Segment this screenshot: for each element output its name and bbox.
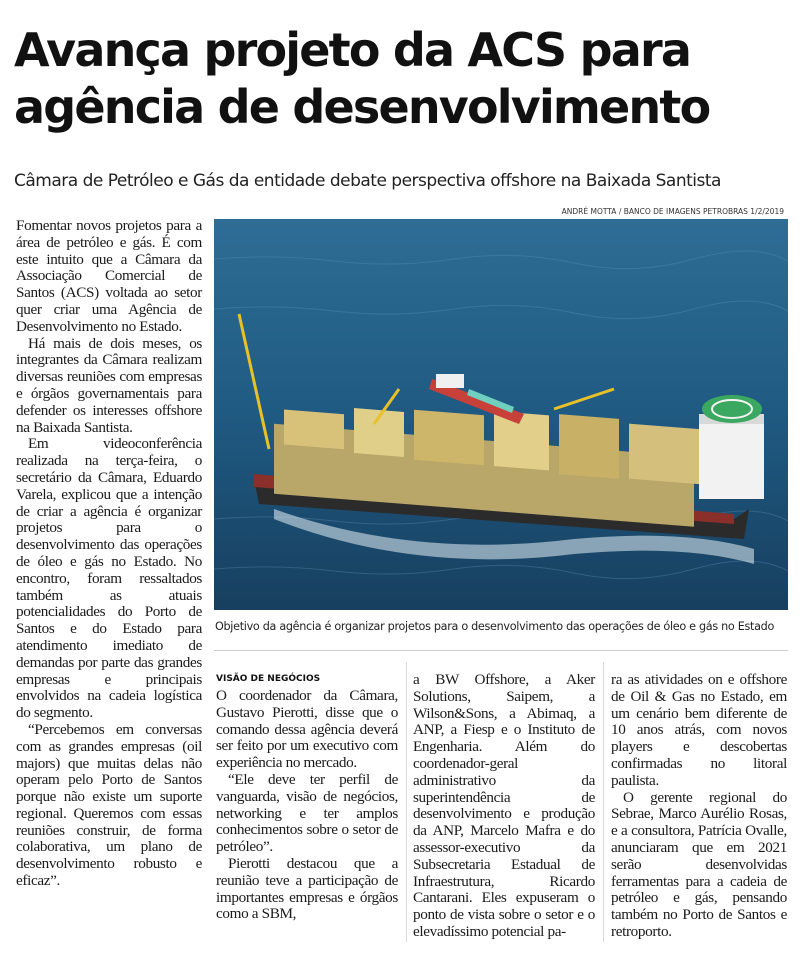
caption-rule bbox=[214, 650, 788, 651]
paragraph: a BW Offshore, a Aker Solutions, Saipem, a Wilson&Sons, a Abimaq, a ANP, a Fiesp e o Instituto de Engenharia. Além do coordenador-geral administrativo da superintendência de desenvolvimento e produção da ANP, Marcelo Mafra e do assessor-executivo da Subsecretaria Estadual de Infraestrutura, Ricardo Cantarani. Eles expuseram o ponto de vista sobre o setor e o elevadíssimo potencial pa- bbox=[413, 671, 595, 940]
paragraph: ra as atividades on e offshore de Oil & Gas no Estado, em um cenário bem diferente de 10 anos atrás, com novos players e descobertas confirmadas no litoral paulista. bbox=[611, 671, 787, 789]
column-divider bbox=[603, 662, 604, 942]
article-column-2 bbox=[216, 672, 398, 923]
headline: Avança projeto da ACS para agência de desenvolvimento bbox=[14, 23, 710, 134]
article-column-1 bbox=[16, 218, 202, 890]
helideck bbox=[702, 395, 762, 423]
photo-credit: ANDRÉ MOTTA / BANCO DE IMAGENS PETROBRAS 1/2/2019 bbox=[561, 207, 784, 216]
article-column-3 bbox=[413, 672, 595, 941]
section-label: VISÃO DE NEGÓCIOS bbox=[216, 674, 321, 684]
paragraph: “Percebemos em conversas com as grandes empresas (oil majors) que muitas delas não operam pelo Porto de Santos porque não existe um suporte regional. Queremos com essas reuniões construir, de forma colaborativa, um plano de desenvolvimento robusto e eficaz”. bbox=[16, 720, 202, 890]
article-column-4 bbox=[611, 672, 787, 941]
paragraph: “Ele deve ter perfil de vanguarda, visão de negócios, networking e ter amplos conhecimentos sobre o setor de petróleo”. bbox=[216, 770, 398, 856]
article-photo bbox=[214, 219, 788, 610]
accommodation-block bbox=[699, 414, 764, 499]
paragraph: Em videoconferência realizada na terça-feira, o secretário da Câmara, Eduardo Varela, explicou que a intenção de criar a agência é organizar projetos para o desenvolvimento das operações de óleo e gás no Estado. No encontro, foram ressaltados também as atuais potencialidades do Porto de Santos e do Estado para atendimento imediato de demandas por parte das grandes empresas e principais envolvidos na cadeia logística do segmento. bbox=[16, 435, 202, 722]
paragraph: Pierotti destacou que a reunião teve a participação de importantes empresas e órgãos como a SBM, bbox=[216, 854, 398, 923]
subtitle: Câmara de Petróleo e Gás da entidade debate perspectiva offshore na Baixada Santista bbox=[14, 171, 721, 191]
photo-caption: Objetivo da agência é organizar projetos para o desenvolvimento das operações de óleo e gás no Estado bbox=[215, 620, 775, 633]
paragraph: O gerente regional do Sebrae, Marco Aurélio Rosas, e a consultora, Patrícia Ovalle, anunciaram que em 2021 serão desenvolvidas ferramentas para a cadeia de petróleo e gás, pensando também no Porto de Santos e retroporto. bbox=[611, 788, 787, 940]
paragraph: Fomentar novos projetos para a área de petróleo e gás. É com este intuito que a Câmara da Associação Comercial de Santos (ACS) voltada ao setor quer criar uma Agência de Desenvolvimento no Estado. bbox=[16, 217, 202, 335]
column-divider bbox=[406, 662, 407, 942]
paragraph: Há mais de dois meses, os integrantes da Câmara realizam diversas reuniões com empresas e órgãos governamentais para defender os interesses offshore na Baixada Santista. bbox=[16, 334, 202, 436]
paragraph: O coordenador da Câmara, Gustavo Pierotti, disse que o comando dessa agência deverá ser feito por um executivo com experiência no mercado. bbox=[216, 687, 398, 772]
fpso-platform-illustration bbox=[214, 219, 788, 610]
